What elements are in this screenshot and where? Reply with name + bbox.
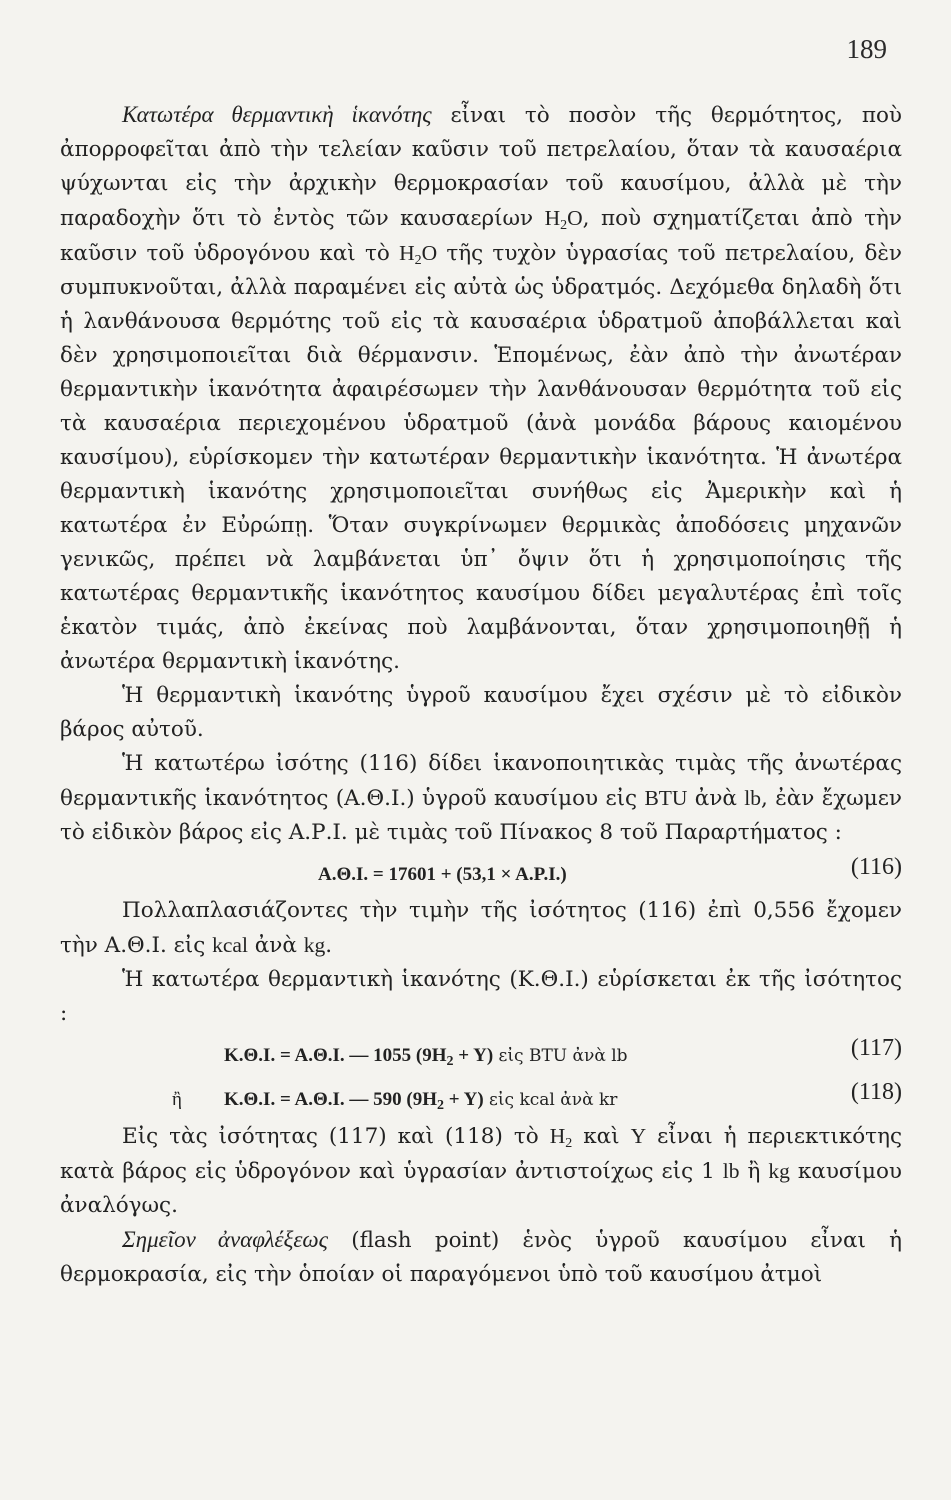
paragraph-text: εἶναι ἡ περιεκτικότης κατὰ βάρος εἰς ὑδρογόνον καὶ ὑγρασίαν ἀντιστοίχως εἰς 1 bbox=[60, 1124, 902, 1184]
formula-h2o: H bbox=[399, 241, 415, 265]
equation-118 bbox=[60, 1075, 902, 1119]
paragraph-flash-point bbox=[60, 1223, 902, 1292]
subscript: 2 bbox=[436, 1098, 444, 1113]
unit-kg: kg bbox=[303, 933, 326, 957]
equation-116-number: (116) bbox=[850, 854, 902, 880]
formula-h2o-end: O bbox=[567, 206, 583, 230]
unit-kcal: kcal bbox=[212, 933, 248, 957]
paragraph-text: ἢ bbox=[739, 1159, 769, 1184]
equation-117 bbox=[60, 1031, 902, 1075]
formula-h2o-end: O bbox=[421, 241, 438, 265]
formula-h2o: H bbox=[544, 206, 561, 230]
term-flash-point: Σημεῖον ἀναφλέξεως bbox=[122, 1227, 328, 1252]
unit-btu: BTU bbox=[644, 786, 688, 810]
equation-117-expression bbox=[224, 1039, 628, 1073]
equation-118-end: + Y) bbox=[443, 1089, 484, 1110]
unit-lb: lb bbox=[722, 1159, 740, 1183]
paragraph-text: . bbox=[325, 933, 333, 958]
paragraph-text: Πολλαπλασιάζοντες τὴν τιμὴν τῆς ἰσότητος (116) ἐπὶ 0,556 ἔχομεν τὴν Α.Θ.Ι. εἰς bbox=[60, 898, 902, 958]
subscript: 2 bbox=[560, 218, 568, 233]
paragraph-text: ἀνὰ bbox=[687, 786, 745, 811]
equation-117-units: εἰς BTU ἀνὰ lb bbox=[493, 1046, 628, 1066]
paragraph-text: (flash point) ἑνὸς ὑγροῦ καυσίμου εἶναι ἡ θερμοκρασία, εἰς τὴν ὁποίαν οἱ παραγόμενοι ὑπὸ τοῦ καυσίμου ἀτμοὶ bbox=[60, 1228, 902, 1287]
paragraph-text: ἀνὰ bbox=[247, 933, 304, 958]
unit-kg: kg bbox=[768, 1159, 790, 1183]
equation-118-prefix: ἢ bbox=[172, 1089, 182, 1110]
paragraph-text: καὶ bbox=[572, 1124, 631, 1149]
subscript: 2 bbox=[414, 253, 422, 268]
equation-117-end: + Y) bbox=[453, 1045, 494, 1066]
body-text bbox=[60, 98, 902, 1292]
equation-118-lhs: Κ.Θ.Ι. = Α.Θ.Ι. — 590 (9H bbox=[224, 1089, 437, 1110]
paragraph-specific-gravity: Ἡ θερμαντικὴ ἱκανότης ὑγροῦ καυσίμου ἔχει σχέσιν μὲ τὸ εἰδικὸν βάρος αὐτοῦ. bbox=[60, 683, 902, 742]
symbol-h: H bbox=[549, 1124, 566, 1148]
paragraph-text: εἶναι τὸ ποσὸν τῆς θερμότητος, ποὺ ἀπορροφεῖται ἀπὸ τὴν τελείαν καῦσιν τοῦ πετρελαίου, ὅταν τὰ καυσαέρια ψύχωνται εἰς τὴν ἀρχικὴν θερμοκρασίαν τοῦ καυσίμου, ἀλλὰ μὲ τὴν παραδοχὴν ὅτι τὸ ἐντὸς τῶν καυσαερίων bbox=[60, 103, 902, 231]
paragraph-kcal-conversion bbox=[60, 894, 902, 963]
paragraph-lower-heating-value bbox=[60, 98, 902, 679]
equation-118-number: (118) bbox=[850, 1079, 902, 1105]
paragraph-variables bbox=[60, 1119, 902, 1223]
paragraph-lower-value-intro: Ἡ κατωτέρα θερμαντικὴ ἱκανότης (Κ.Θ.Ι.) εὑρίσκεται ἐκ τῆς ἰσότητος : bbox=[60, 967, 902, 1026]
paragraph-equation-intro bbox=[60, 747, 902, 850]
equation-117-number: (117) bbox=[850, 1035, 902, 1061]
equation-118-units: εἰς kcal ἀνὰ kr bbox=[483, 1090, 618, 1110]
equation-116 bbox=[60, 850, 902, 894]
paragraph-text: Ἡ κατωτέρω ἰσότης (116) δίδει ἱκανοποιητικὰς τιμὰς τῆς ἀνωτέρας θερμαντικῆς ἱκανότητος (Α.Θ.Ι.) ὑγροῦ καυσίμου εἰς bbox=[60, 751, 902, 811]
symbol-y: Y bbox=[630, 1124, 647, 1148]
equation-118-expression bbox=[224, 1083, 617, 1117]
term-lower-heating-value: Κατωτέρα θερμαντικὴ ἱκανότης bbox=[122, 102, 432, 127]
equation-117-lhs: Κ.Θ.Ι. = Α.Θ.Ι. — 1055 (9H bbox=[224, 1045, 447, 1066]
paragraph-text: Εἰς τὰς ἰσότητας (117) καὶ (118) τὸ bbox=[122, 1124, 550, 1149]
subscript: 2 bbox=[446, 1054, 454, 1069]
equation-116-expression: Α.Θ.Ι. = 17601 + (53,1 × Α.Ρ.Ι.) bbox=[318, 864, 567, 885]
subscript: 2 bbox=[565, 1136, 573, 1151]
paragraph-text: , ἐὰν ἔχωμεν τὸ εἰδικὸν βάρος εἰς Α.Ρ.Ι. μὲ τιμὰς τοῦ Πίνακος 8 τοῦ Παραρτήματος : bbox=[60, 786, 902, 845]
paragraph-text: τῆς τυχὸν ὑγρασίας τοῦ πετρελαίου, δὲν συμπυκνοῦται, ἀλλὰ παραμένει εἰς αὐτὰ ὡς ὑδρατμός. Δεχόμεθα δηλαδὴ ὅτι ἡ λανθάνουσα θερμότης τοῦ εἰς τὰ καυσαέρια ὑδρατμοῦ ἀποβάλλεται καὶ δὲν χρησιμοποιεῖται διὰ θέρμανσιν. Ἑπομένως, ἐὰν ἀπὸ τὴν ἀνωτέραν θερμαντικὴν ἱκανότητα ἀφαιρέσωμεν τὴν λανθάνουσαν θερμότητα τοῦ εἰς τὰ καυσαέρια περιεχομένου ὑδρατμοῦ (ἀνὰ μονάδα βάρους καιομένου καυσίμου), εὑρίσκομεν τὴν κατωτέραν θερμαντικὴν ἱκανότητα. Ἡ ἀνωτέρα θερμαντικὴ ἱκανότης χρησιμοποιεῖται συνήθως εἰς Ἀμερικὴν καὶ ἡ κατωτέρα ἐν Εὐρώπῃ. Ὅταν συγκρίνωμεν θερμικὰς ἀποδόσεις μηχανῶν γενικῶς, πρέπει νὰ λαμβάνεται ὑπ᾽ ὄψιν ὅτι ἡ χρησιμοποίησις τῆς κατωτέρας θερμαντικῆς ἱκανότητος καυσίμου δίδει μεγαλυτέρας ἐπὶ τοῖς ἑκατὸν τιμάς, ἀπὸ ἐκείνας ποὺ λαμβάνονται, ὅταν χρησιμοποιηθῇ ἡ ἀνωτέρα θερμαντικὴ ἱκανότης. bbox=[60, 241, 903, 674]
page-number: 189 bbox=[846, 34, 887, 64]
paragraph-text: καυσίμου ἀναλόγως. bbox=[60, 1159, 902, 1218]
paragraph-text: , ποὺ σχηματίζεται ἀπὸ τὴν καῦσιν τοῦ ὑδρογόνου καὶ τὸ bbox=[60, 206, 902, 266]
unit-lb: lb bbox=[744, 786, 762, 810]
